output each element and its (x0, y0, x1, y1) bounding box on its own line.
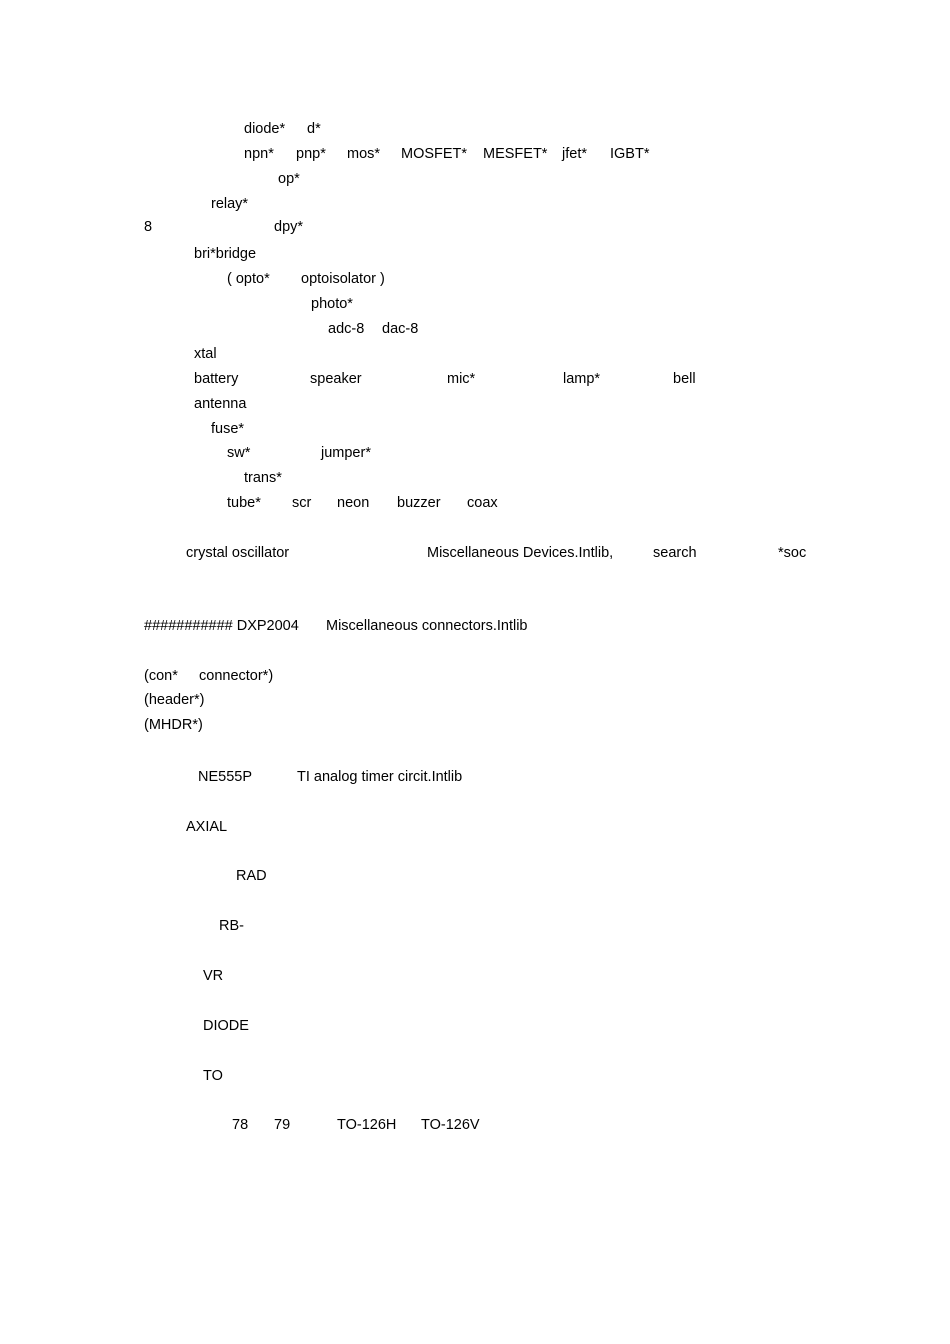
text-token: xtal (194, 346, 217, 362)
text-token: buzzer (397, 495, 441, 511)
text-token: Miscellaneous Devices.Intlib, (427, 545, 614, 561)
text-token: *soc (778, 545, 807, 561)
text-token: mic* (447, 371, 476, 387)
text-token: 79 (274, 1117, 291, 1133)
text-token: jfet* (562, 146, 587, 162)
text-token: neon (337, 495, 370, 511)
text-token: (con* (144, 668, 178, 684)
text-token: dpy* (274, 219, 304, 235)
text-token: relay* (211, 196, 249, 212)
text-token: coax (467, 495, 498, 511)
text-token: MESFET* (483, 146, 548, 162)
text-token: jumper* (321, 445, 371, 461)
text-token: diode* (244, 121, 286, 137)
text-token: op* (278, 171, 300, 187)
text-token: ########### DXP2004 (144, 618, 299, 634)
text-token: TI analog timer circit.Intlib (297, 769, 463, 785)
text-token: bri*bridge (194, 246, 257, 262)
text-token: TO-126H (337, 1117, 397, 1133)
text-token: pnp* (296, 146, 326, 162)
text-token: tube* (227, 495, 261, 511)
text-token: bell (673, 371, 696, 387)
text-token: antenna (194, 396, 247, 412)
text-token: crystal oscillator (186, 545, 290, 561)
text-token: DIODE (203, 1018, 249, 1034)
text-token: sw* (227, 445, 251, 461)
text-token: adc-8 (328, 321, 365, 337)
text-token: AXIAL (186, 819, 228, 835)
text-token: npn* (244, 146, 274, 162)
text-token: 8 (144, 219, 153, 235)
text-token: d* (307, 121, 321, 137)
text-token: Miscellaneous connectors.Intlib (326, 618, 528, 634)
text-token: ( opto* (227, 271, 270, 287)
text-token: MOSFET* (401, 146, 468, 162)
text-token: battery (194, 371, 239, 387)
text-token: VR (203, 968, 224, 984)
text-token: mos* (347, 146, 381, 162)
text-token: IGBT* (610, 146, 650, 162)
text-token: dac-8 (382, 321, 419, 337)
text-token: RB- (219, 918, 244, 934)
text-token: RAD (236, 868, 267, 884)
text-token: optoisolator ) (301, 271, 385, 287)
text-token: trans* (244, 470, 282, 486)
text-token: speaker (310, 371, 362, 387)
text-token: photo* (311, 296, 353, 312)
text-token: (header*) (144, 692, 205, 708)
text-token: fuse* (211, 421, 245, 437)
text-token: 78 (232, 1117, 249, 1133)
text-token: search (653, 545, 697, 561)
text-token: lamp* (563, 371, 601, 387)
text-token: TO-126V (421, 1117, 480, 1133)
text-token: connector*) (199, 668, 274, 684)
text-token: (MHDR*) (144, 717, 203, 733)
text-token: TO (203, 1068, 223, 1084)
text-token: scr (292, 495, 312, 511)
text-token: NE555P (198, 769, 253, 785)
